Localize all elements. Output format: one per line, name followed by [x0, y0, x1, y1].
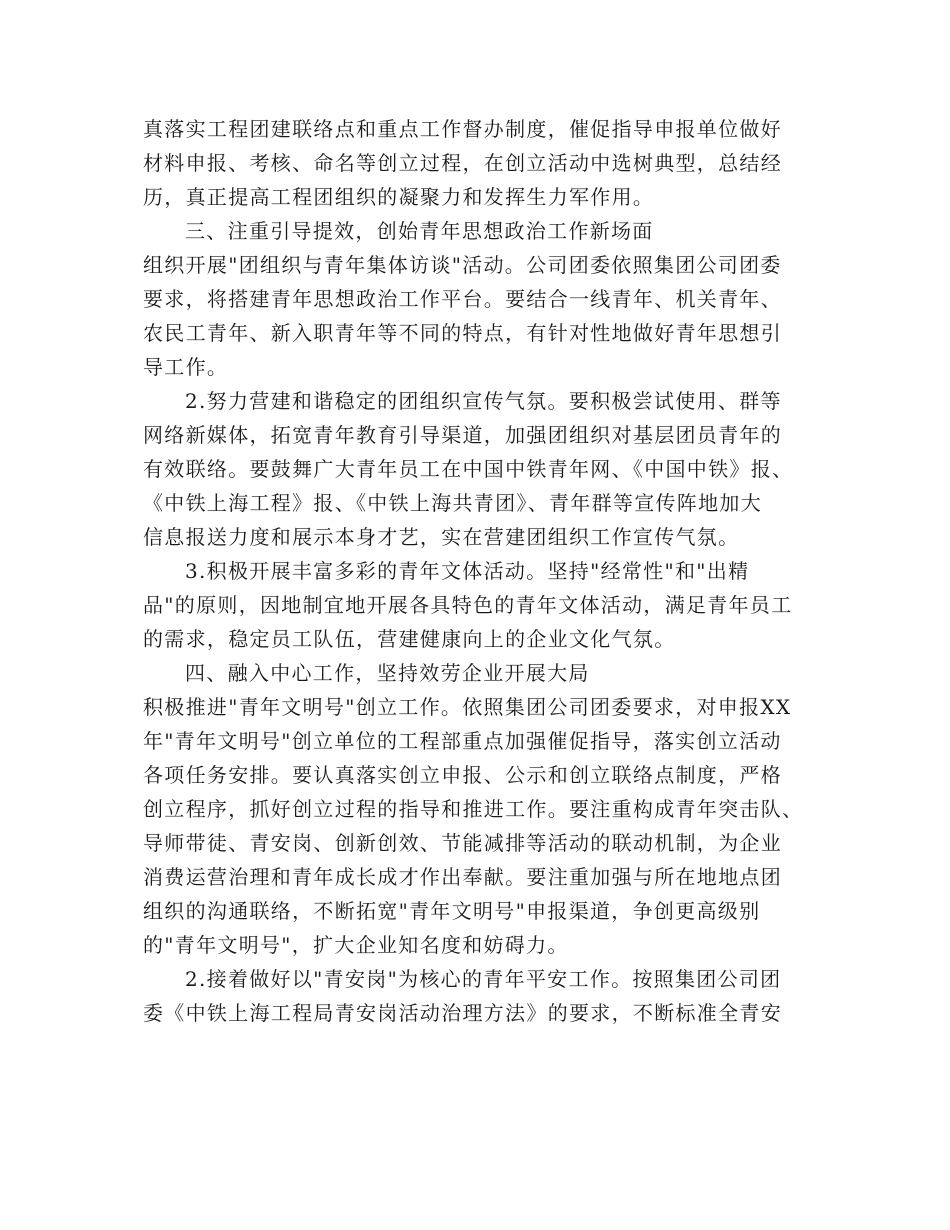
document-line: 委《中铁上海工程局青安岗活动治理方法》的要求，不断标准全青安: [143, 1001, 782, 1025]
document-line: 有效联络。要鼓舞广大青年员工在中国中铁青年网、《中国中铁》报、: [143, 457, 794, 481]
document-line: 要求，将搭建青年思想政治工作平台。要结合一线青年、机关青年、: [143, 287, 782, 311]
document-line: 消费运营治理和青年成长成才作出奉献。要注重加强与所在地地点团: [143, 865, 782, 889]
document-line: 网络新媒体，拓宽青年教育引导渠道，加强团组织对基层团员青年的: [143, 423, 782, 447]
document-line: 《中铁上海工程》报、《中铁上海共青团》、青年群等宣传阵地加大: [143, 491, 762, 515]
document-line: 四、融入中心工作，坚持效劳企业开展大局: [185, 661, 590, 685]
document-line: 农民工青年、新入职青年等不同的特点，有针对性地做好青年思想引: [143, 321, 782, 345]
document-line: 材料申报、考核、命名等创立过程，在创立活动中选树典型，总结经: [143, 151, 782, 175]
document-line: 导工作。: [143, 355, 229, 379]
document-line: 的"青年文明号"，扩大企业知名度和妨碍力。: [143, 933, 569, 957]
document-line: 积极推进"青年文明号"创立工作。依照集团公司团委要求，对申报XX: [143, 695, 792, 719]
document-line: 导师带徒、青安岗、创新创效、节能减排等活动的联动机制，为企业: [143, 831, 782, 855]
document-line: 组织的沟通联络，不断拓宽"青年文明号"申报渠道，争创更高级别: [143, 899, 761, 923]
document-line: 3.积极开展丰富多彩的青年文体活动。坚持"经常性"和"出精: [185, 559, 750, 583]
document-line: 历，真正提高工程团组织的凝聚力和发挥生力军作用。: [143, 185, 655, 209]
document-line: 创立程序，抓好创立过程的指导和推进工作。要注重构成青年突击队、: [143, 797, 804, 821]
document-line: 三、注重引导提效，创始青年思想政治工作新场面: [185, 219, 654, 243]
document-line: 年"青年文明号"创立单位的工程部重点加强催促指导，落实创立活动: [143, 729, 782, 753]
document-line: 信息报送力度和展示本身才艺，实在营建团组织工作宣传气氛。: [143, 525, 740, 549]
document-body: [143, 112, 823, 1030]
document-line: 2.接着做好以"青安岗"为核心的青年平安工作。按照集团公司团: [185, 967, 782, 991]
document-line: 组织开展"团组织与青年集体访谈"活动。公司团委依照集团公司团委: [143, 253, 782, 277]
document-line: 的需求，稳定员工队伍，营建健康向上的企业文化气氛。: [143, 627, 676, 651]
document-line: 2.努力营建和谐稳定的团组织宣传气氛。要积极尝试使用、群等: [185, 389, 782, 413]
document-line: 品"的原则，因地制宜地开展各具特色的青年文体活动，满足青年员工: [143, 593, 793, 617]
document-line: 真落实工程团建联络点和重点工作督办制度，催促指导申报单位做好: [143, 117, 782, 141]
document-line: 各项任务安排。要认真落实创立申报、公示和创立联络点制度，严格: [143, 763, 782, 787]
